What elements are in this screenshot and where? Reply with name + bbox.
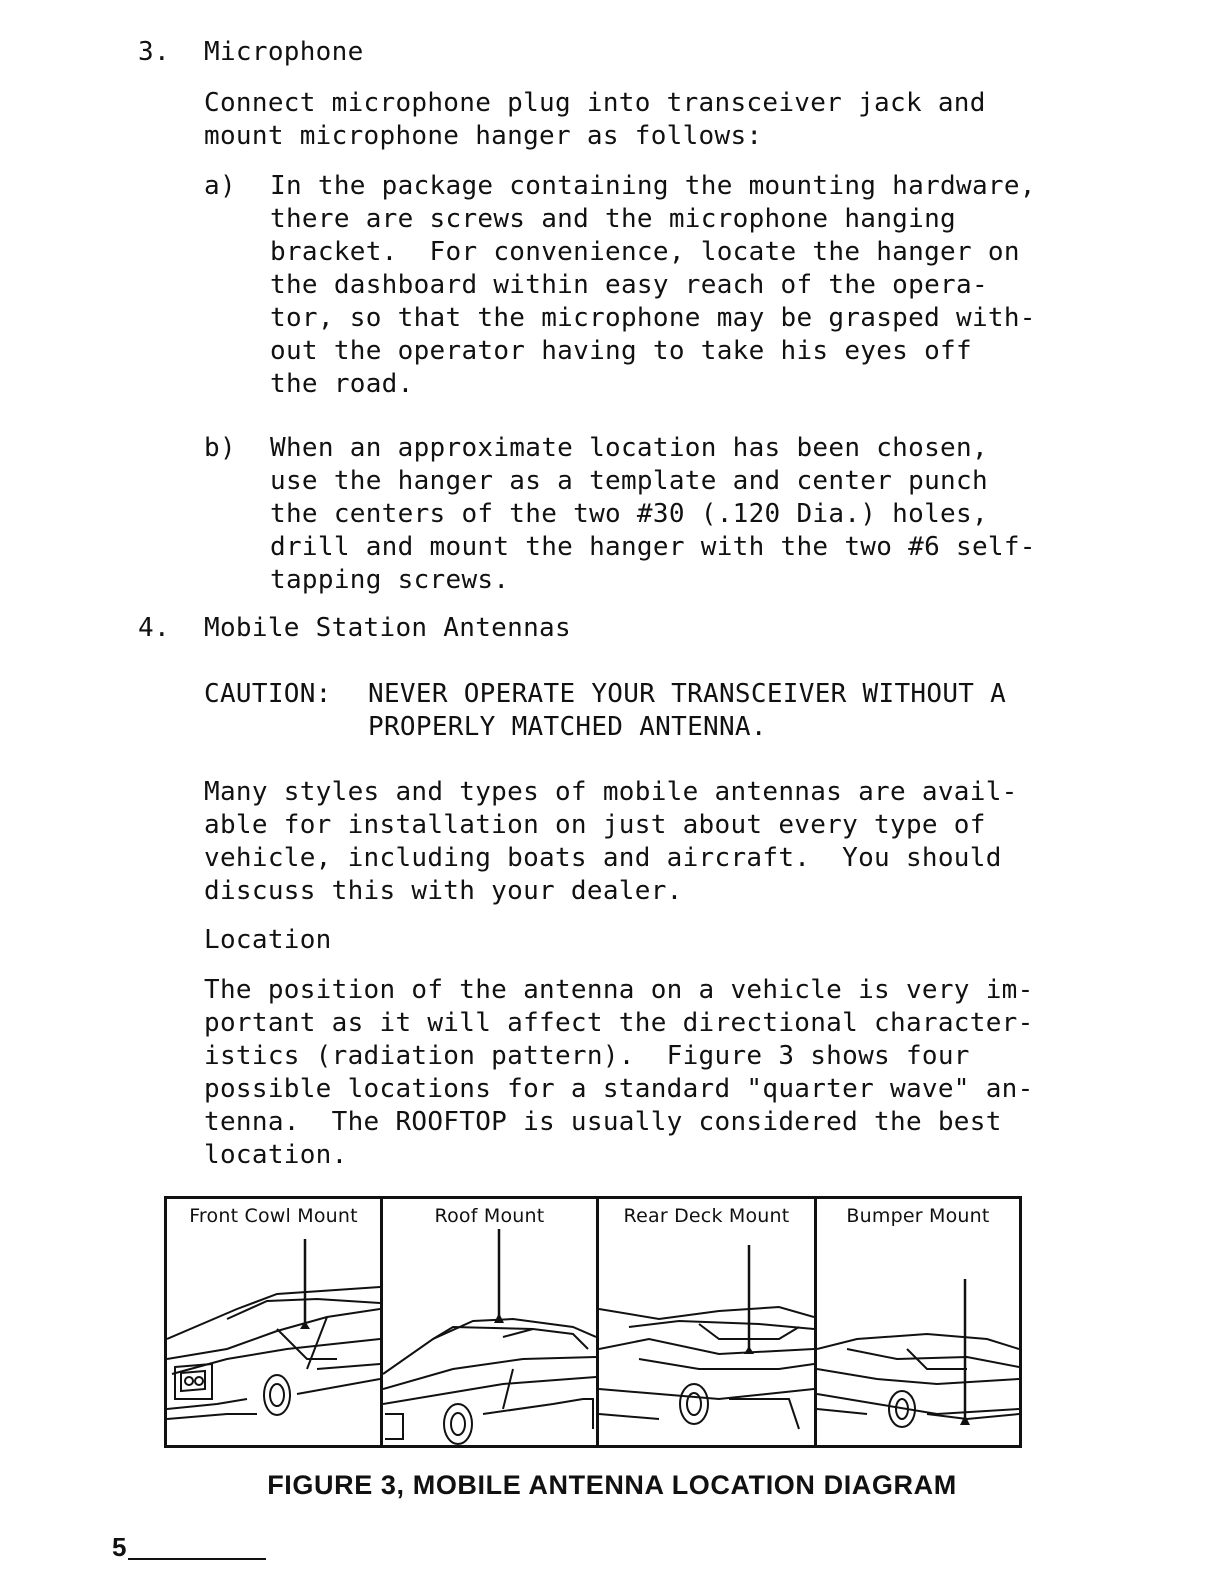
text-line: tapping screws. — [270, 565, 510, 595]
text-line: discuss this with your dealer. — [204, 876, 683, 906]
section-3-number: 3. — [138, 37, 170, 67]
car-front-cowl-illustration — [167, 1199, 380, 1445]
antenna-paragraph-2 — [204, 974, 1034, 1172]
step-a-text — [270, 170, 1036, 401]
microphone-intro — [204, 87, 986, 153]
text-line: tenna. The ROOFTOP is usually considered the best — [204, 1107, 1002, 1137]
text-line: When an approximate location has been chosen, — [270, 433, 988, 463]
panel-front-cowl-mount — [167, 1199, 383, 1445]
text-line: The position of the antenna on a vehicle is very im- — [204, 975, 1034, 1005]
panel-label: Front Cowl Mount — [189, 1205, 358, 1227]
text-line: there are screws and the microphone hanging — [270, 204, 956, 234]
caution-label: CAUTION: — [204, 679, 332, 709]
text-line: possible locations for a standard "quarter wave" an- — [204, 1074, 1034, 1104]
text-line: location. — [204, 1140, 348, 1170]
text-line: istics (radiation pattern). Figure 3 shows four — [204, 1041, 970, 1071]
text-line: out the operator having to take his eyes off — [270, 336, 972, 366]
step-b-text — [270, 432, 1036, 597]
location-heading: Location — [204, 925, 332, 955]
text-line: PROPERLY MATCHED ANTENNA. — [368, 712, 767, 742]
text-line: mount microphone hanger as follows: — [204, 121, 763, 151]
panel-label: Bumper Mount — [846, 1205, 990, 1227]
text-line: bracket. For convenience, locate the hanger on — [270, 237, 1020, 267]
panel-label: Roof Mount — [434, 1205, 545, 1227]
text-line: the centers of the two #30 (.120 Dia.) holes, — [270, 499, 988, 529]
page-number-rule — [128, 1558, 266, 1560]
text-line: the road. — [270, 369, 414, 399]
antenna-paragraph-1 — [204, 776, 1018, 908]
text-line: use the hanger as a template and center punch — [270, 466, 988, 496]
figure-caption: FIGURE 3, MOBILE ANTENNA LOCATION DIAGRAM — [267, 1470, 957, 1500]
step-b-marker: b) — [204, 433, 236, 463]
car-rear-deck-illustration — [599, 1199, 814, 1445]
text-line: Connect microphone plug into transceiver jack and — [204, 88, 986, 118]
text-line: the dashboard within easy reach of the opera- — [270, 270, 988, 300]
caution-text — [368, 678, 1006, 744]
text-line: able for installation on just about every type of — [204, 810, 986, 840]
panel-label: Rear Deck Mount — [623, 1205, 790, 1227]
text-line: NEVER OPERATE YOUR TRANSCEIVER WITHOUT A — [368, 679, 1007, 709]
panel-bumper-mount — [817, 1199, 1019, 1445]
text-line: drill and mount the hanger with the two #6 self- — [270, 532, 1036, 562]
panel-roof-mount — [383, 1199, 599, 1445]
panel-rear-deck-mount — [599, 1199, 817, 1445]
car-bumper-illustration — [817, 1199, 1019, 1445]
step-a-marker: a) — [204, 171, 236, 201]
text-line: portant as it will affect the directional character- — [204, 1008, 1034, 1038]
antenna-location-figure — [164, 1196, 1022, 1448]
section-4-title: Mobile Station Antennas — [204, 613, 571, 643]
page-number: 5 — [112, 1532, 127, 1562]
car-roof-illustration — [383, 1199, 596, 1445]
section-3-title: Microphone — [204, 37, 364, 67]
text-line: Many styles and types of mobile antennas are avail- — [204, 777, 1018, 807]
text-line: In the package containing the mounting hardware, — [270, 171, 1036, 201]
section-4-number: 4. — [138, 613, 170, 643]
text-line: vehicle, including boats and aircraft. You should — [204, 843, 1002, 873]
text-line: tor, so that the microphone may be grasped with- — [270, 303, 1036, 333]
